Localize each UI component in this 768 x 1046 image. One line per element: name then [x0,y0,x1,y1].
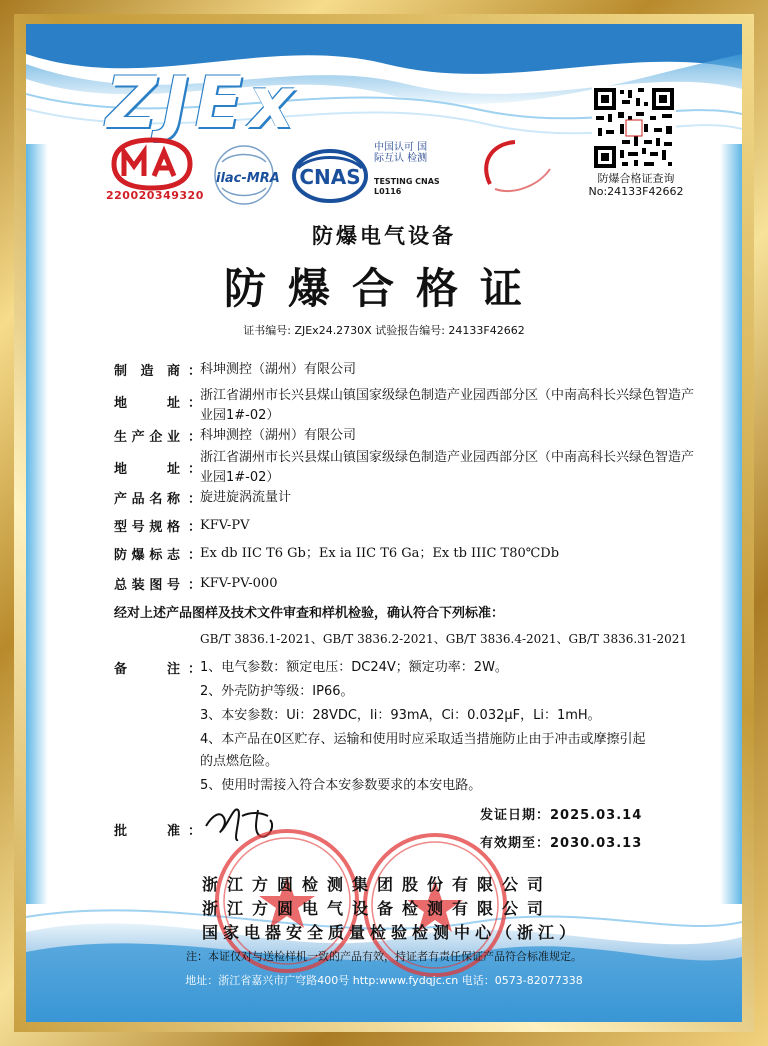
address-label: 地址 [114,396,180,411]
manufacturer-value: 科坤测控（湖州）有限公司 [200,362,357,377]
approval-label: 批准 [114,824,180,839]
org-line2: 浙江方圆电气设备检测有限公司 [202,899,553,918]
svg-text:CNAS: CNAS [299,165,361,189]
model-label: 型号规格 [114,520,180,535]
org-line1: 浙江方圆检测集团股份有限公司 [202,875,553,894]
testing-center-logo [470,134,590,204]
title-line1: 防爆电气设备 [312,224,456,248]
footer-note: 注：本证仅对与送检样机一致的产品有效，持证者有责任保证产品符合标准规定。 [186,950,582,963]
note-4a: 4、本产品在0区贮存、运输和使用时应采取适当措施防止由于冲击或摩擦引起 [200,732,646,747]
address-value: 浙江省湖州市长兴县煤山镇国家级绿色制造产业园西部分区（中南高科长兴绿色智造产业园1#-02） [200,388,695,423]
note-2: 2、外壳防护等级：IP66。 [200,684,354,699]
address2-value: 浙江省湖州市长兴县煤山镇国家级绿色制造产业园西部分区（中南高科长兴绿色智造产业园1#-02） [200,450,695,485]
qr-number: No:24133F42662 [588,185,684,198]
drawing-value: KFV-PV-000 [200,576,278,591]
cert-numbers: 证书编号: ZJEx24.2730X 试验报告编号: 24133F42662 [243,324,525,337]
exmark-label: 防爆标志 [114,548,180,563]
colon: ： [188,662,202,677]
note-5: 5、使用时需接入符合本安参数要求的本安电路。 [200,778,482,793]
org-line3: 国家电器安全质量检验检测中心（浙江） [202,923,581,942]
title-line2: 防爆合格证 [223,264,544,313]
cnas-chinese-text: 中国认可 国际互认 检测 [374,142,428,164]
note-1: 1、电气参数：额定电压：DC24V；额定功率：2W。 [200,660,508,675]
exmark-value: Ex db IIC T6 Gb；Ex ia IIC T6 Ga；Ex tb IIIC T80℃Db [200,546,560,561]
conformity-statement: 经对上述产品图样及技术文件审查和样机检验，确认符合下列标准： [114,606,505,621]
zjex-logo: ZJEx [106,62,300,144]
issue-date: 发证日期：2025.03.14 [480,808,643,823]
cnas-logo [292,148,368,204]
colon: ： [188,520,202,535]
ilac-mra-label: ilac-MRA [216,171,280,186]
colon: ： [188,578,202,593]
colon: ： [188,824,202,839]
producer-value: 科坤测控（湖州）有限公司 [200,428,357,443]
colon: ： [188,492,202,507]
standards-list: GB/T 3836.1-2021、GB/T 3836.2-2021、GB/T 3836.4-2021、GB/T 3836.31-2021 [200,632,688,646]
manufacturer-label: 制造商 [114,364,180,379]
cma-code: 220020349320 [106,189,204,202]
colon: ： [188,396,202,411]
colon: ： [188,364,202,379]
cma-logo [108,136,196,192]
note-3: 3、本安参数：Ui：28VDC，Ii：93mA，Ci：0.032μF，Li：1mH。 [200,708,601,723]
certificate-paper [26,24,742,1022]
expiry-date: 有效期至：2030.03.13 [480,836,643,851]
model-value: KFV-PV [200,518,250,533]
drawing-label: 总装图号 [114,578,180,593]
cnas-english-text: TESTING CNAS L0116 [374,177,440,196]
product-label: 产品名称 [114,492,180,507]
note-4b: 的点燃危险。 [200,754,279,769]
qr-title: 防爆合格证查询 [597,172,675,185]
product-value: 旋进旋涡流量计 [200,490,292,505]
colon: ： [188,430,202,445]
address2-label: 地址 [114,462,180,477]
notes-label: 备注 [114,662,180,677]
colon: ： [188,462,202,477]
qr-code[interactable] [592,86,676,170]
colon: ： [188,548,202,563]
producer-label: 生产企业 [114,430,180,445]
footer-address: 地址：浙江省嘉兴市广穹路400号 http:www.fydqjc.cn 电话：0573-82077338 [185,974,583,987]
